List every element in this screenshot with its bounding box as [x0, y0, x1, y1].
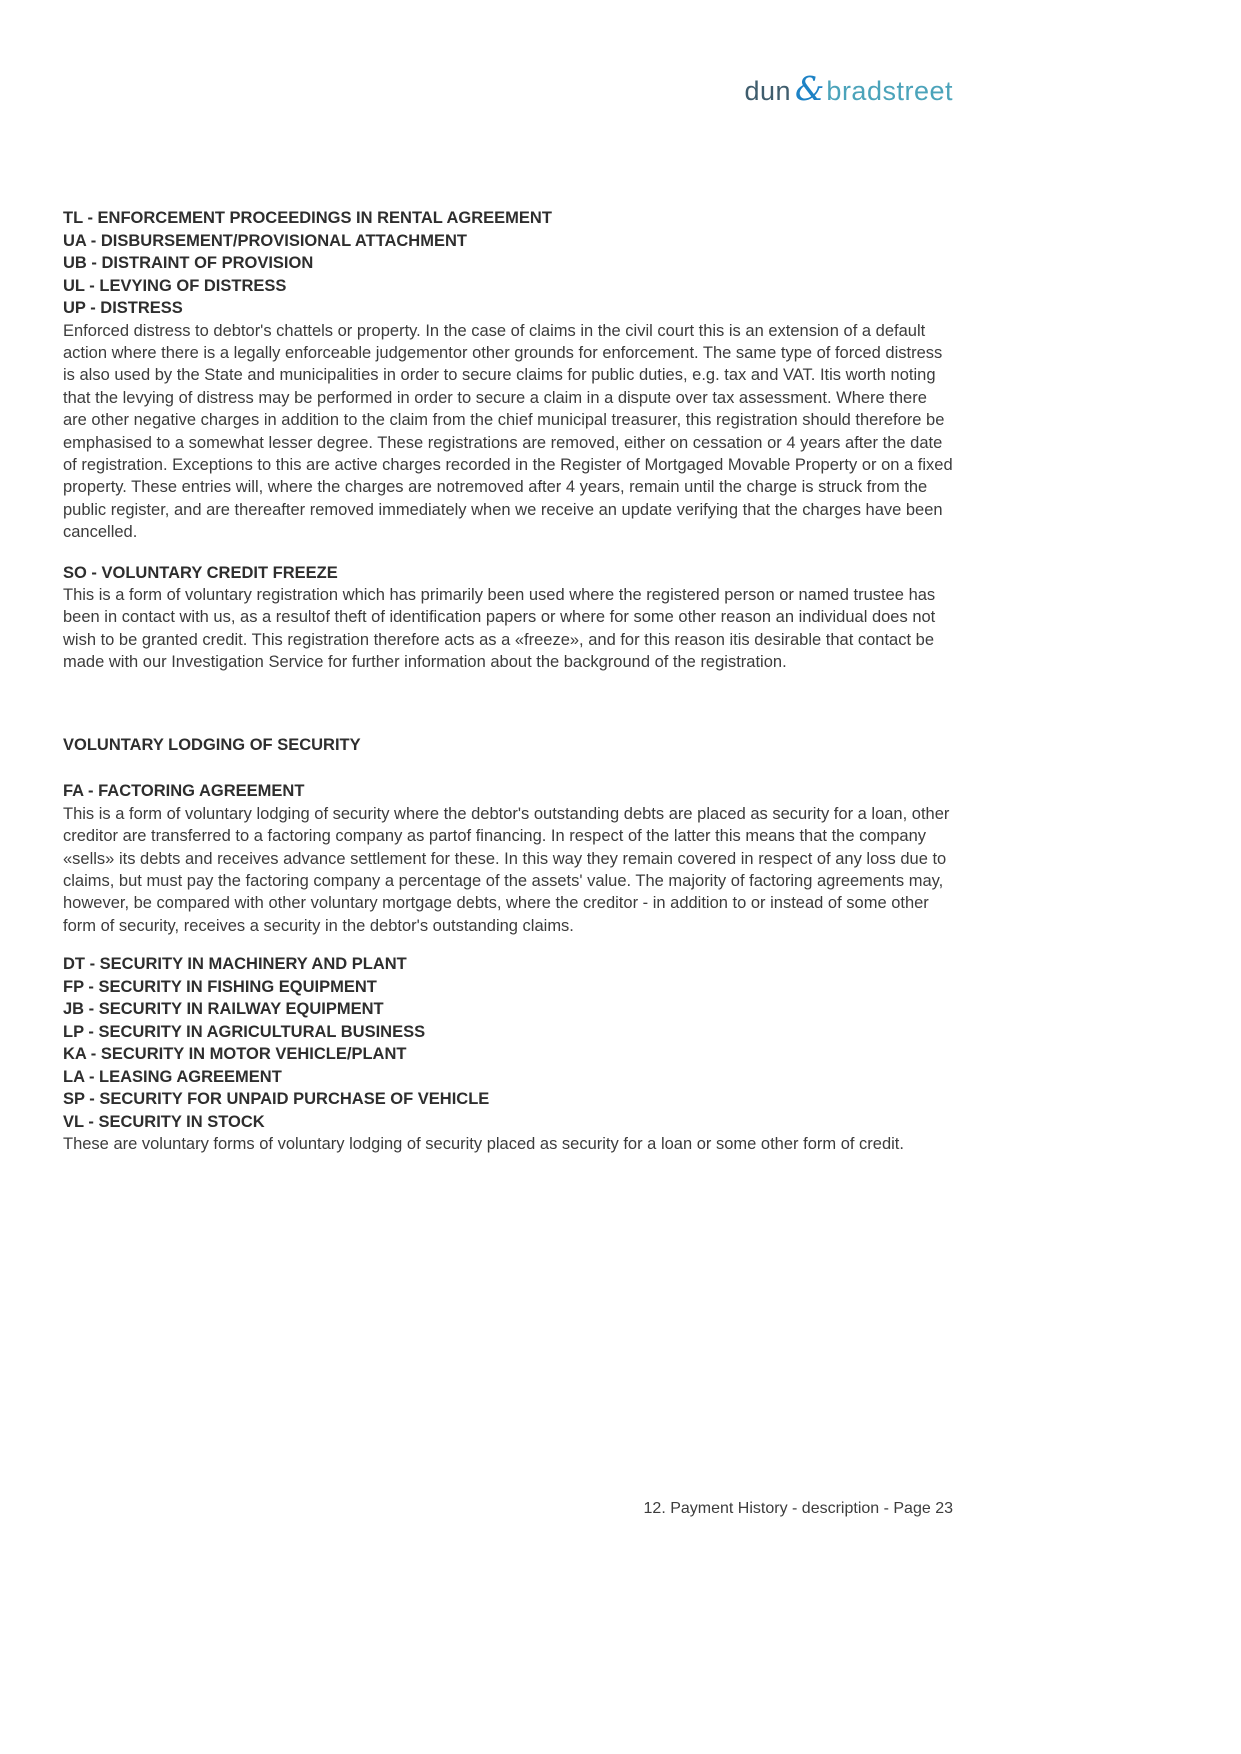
credit-freeze-paragraph: This is a form of voluntary registration which has primarily been used where the registered person or named trustee has been in contact with us, as a resultof theft of identification papers or where for some other reason an individual does not wish to be granted credit. This registration therefore acts as a «freeze», and for this reason itis desirable that contact be made with our Investigation Service for further information about the background of the registration.	[63, 586, 936, 672]
code-heading: JB - SECURITY IN RAILWAY EQUIPMENT	[63, 1000, 384, 1019]
code-heading: SP - SECURITY FOR UNPAID PURCHASE OF VEHICLE	[63, 1090, 490, 1109]
page-footer-text: 12. Payment History - description - Page 23	[643, 1500, 953, 1517]
code-heading: TL - ENFORCEMENT PROCEEDINGS IN RENTAL AGREEMENT	[63, 209, 552, 227]
code-heading: UP - DISTRESS	[63, 299, 183, 317]
logo-ampersand-icon: &	[795, 69, 825, 108]
credit-freeze-heading: SO - VOLUNTARY CREDIT FREEZE	[63, 563, 338, 582]
code-heading: VL - SECURITY IN STOCK	[63, 1112, 265, 1131]
security-paragraph: These are voluntary forms of voluntary lodging of security placed as security for a loan or some other form of credit.	[63, 1135, 904, 1154]
code-heading: LA - LEASING AGREEMENT	[63, 1067, 282, 1086]
logo-text-dun: dun	[744, 76, 792, 106]
voluntary-lodging-section-title: VOLUNTARY LODGING OF SECURITY	[63, 735, 361, 754]
code-heading: UB - DISTRAINT OF PROVISION	[63, 254, 314, 272]
enforcement-codes-heading-group	[63, 207, 953, 320]
security-codes-heading-group	[63, 953, 953, 1133]
code-heading: UA - DISBURSEMENT/PROVISIONAL ATTACHMENT	[63, 231, 467, 250]
document-content	[63, 0, 953, 1156]
enforcement-paragraph: Enforced distress to debtor's chattels or property. In the case of claims in the civil court this is an extension of a default action where there is a legally enforceable judgementor other grounds for enforcement. The same type of forced distress is also used by the State and municipalities in order to secure claims for public duties, e.g. tax and VAT. Itis worth noting that the levying of distress may be performed in order to secure a claim in a dispute over tax assessment. Where there are other negative charges in addition to the claim from the chief municipal treasurer, this registration should therefore be emphasised to a somewhat lesser degree. These registrations are removed, either on cessation or 4 years after the date of registration. Exceptions to this are active charges recorded in the Register of Mortgaged Movable Property or on a fixed property. These entries will, where the charges are notremoved after 4 years, remain until the charge is struck from the public register, and are thereafter removed immediately when we receive an update verifying that the charges have been cancelled.	[63, 321, 953, 542]
code-heading: KA - SECURITY IN MOTOR VEHICLE/PLANT	[63, 1045, 407, 1064]
code-heading: LP - SECURITY IN AGRICULTURAL BUSINESS	[63, 1022, 426, 1041]
logo-text-bradstreet: bradstreet	[826, 76, 953, 106]
code-heading: DT - SECURITY IN MACHINERY AND PLANT	[63, 955, 407, 974]
page-footer	[63, 1500, 953, 1518]
dnb-logo	[63, 69, 953, 108]
code-heading: FP - SECURITY IN FISHING EQUIPMENT	[63, 977, 377, 996]
factoring-paragraph: This is a form of voluntary lodging of security where the debtor's outstanding debts are placed as security for a loan, other creditor are transferred to a factoring company as partof financing. In respect of the latter this means that the company «sells» its debts and receives advance settlement for these. In this way they remain covered in respect of any loss due to claims, but must pay the factoring company a percentage of the assets' value. The majority of factoring agreements may, however, be compared with other voluntary mortgage debts, where the creditor - in addition to or instead of some other form of security, receives a security in the debtor's outstanding claims.	[63, 804, 950, 935]
code-heading: UL - LEVYING OF DISTRESS	[63, 276, 287, 295]
factoring-heading: FA - FACTORING AGREEMENT	[63, 782, 305, 801]
